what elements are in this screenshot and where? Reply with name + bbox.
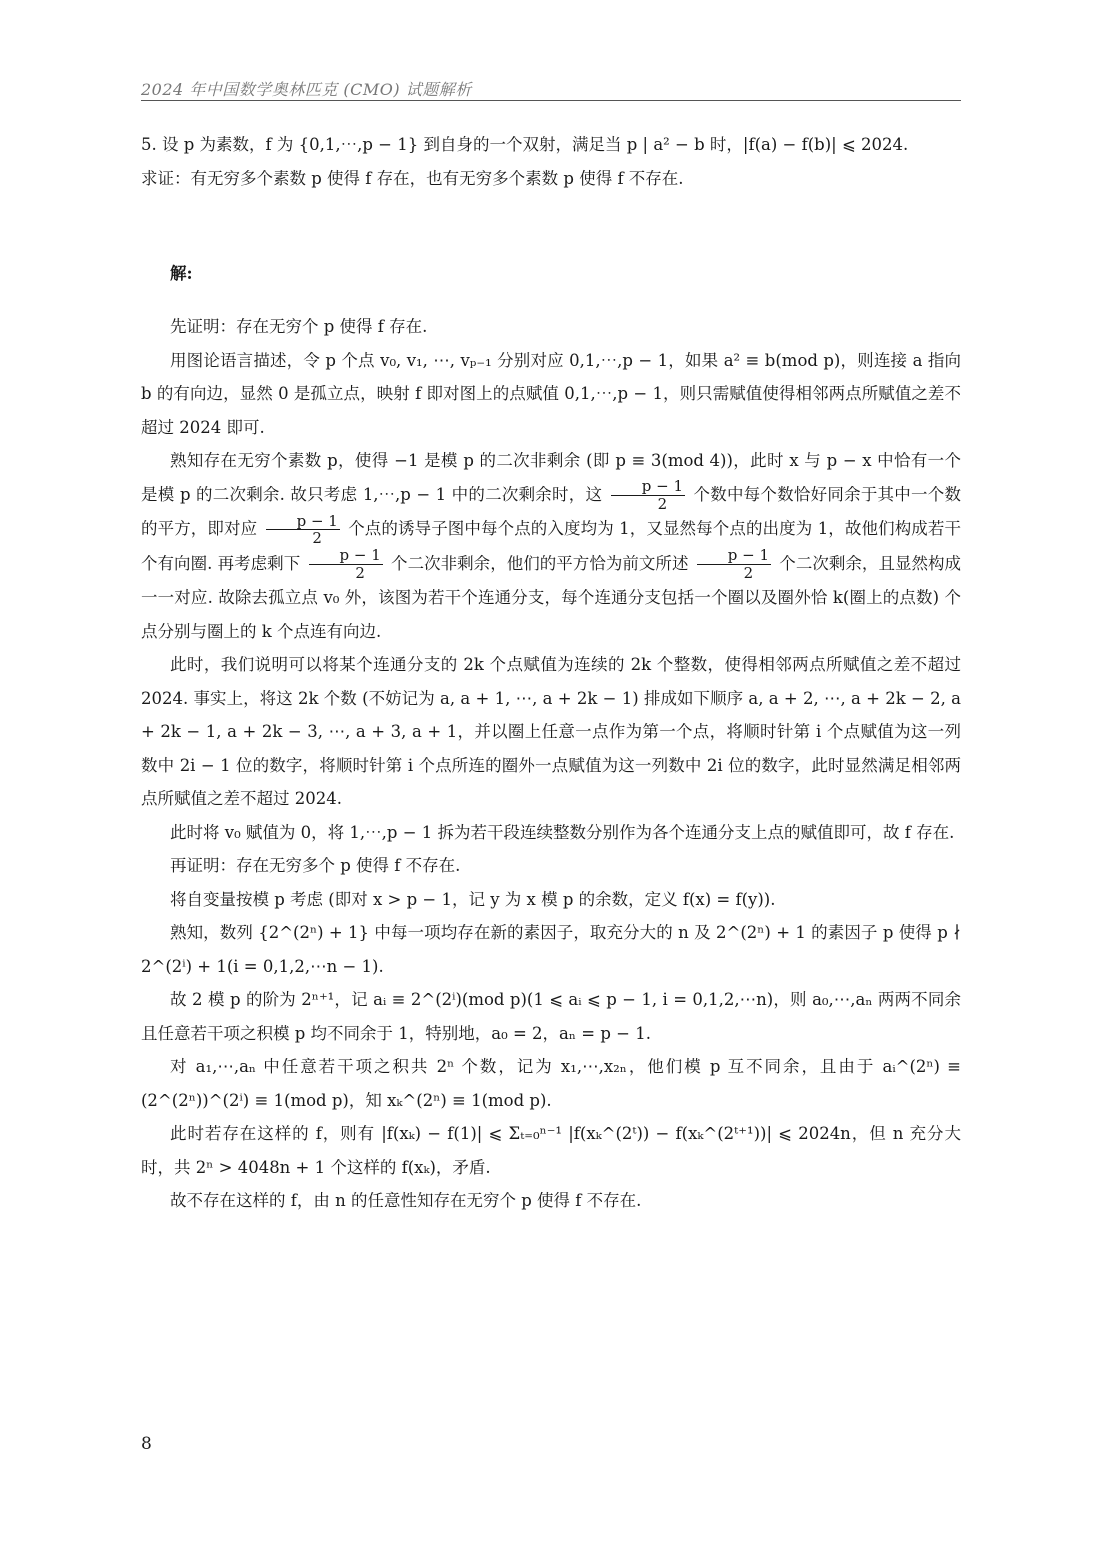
paragraph-3-part-a: 熟知存在无穷个素数 p，使得 −1 是模 p 的二次非剩余 (即 p ≡ 3(mod 4))，此时 x 与 p − x 中恰有一个是模 p 的二次剩余. 故只考虑 1,⋯,p − 1 中的二次剩余时，这 — [141, 451, 961, 504]
page-number: 8 — [141, 1434, 152, 1454]
solution-paragraph-9: 故 2 模 p 的阶为 2ⁿ⁺¹，记 aᵢ ≡ 2^(2ⁱ)(mod p)(1 ⩽ aᵢ ⩽ p − 1, i = 0,1,2,⋯n)，则 a₀,⋯,aₙ 两两不同余且任意若干项之积模 p 均不同余于 1，特别地，a₀ = 2，aₙ = p − 1. — [141, 990, 961, 1043]
fraction-denominator: 2 — [657, 494, 668, 513]
fraction-denominator: 2 — [312, 529, 322, 547]
header-title: 2024 年中国数学奥林匹克 (CMO) 试题解析 — [141, 80, 472, 99]
fraction-p-minus-1-over-2 — [309, 547, 383, 581]
solution-paragraph-2: 用图论语言描述，令 p 个点 v₀, v₁, ⋯, vₚ₋₁ 分别对应 0,1,⋯,p − 1，如果 a² ≡ b(mod p)，则连接 a 指向 b 的有向边，显然 0 是孤立点，映射 f 即对图上的点赋值 0,1,⋯,p − 1，则只需赋值使得相邻两点所赋值之差不超过 2024 即可. — [141, 350, 961, 437]
fraction-p-minus-1-over-2 — [266, 513, 340, 547]
page-header — [141, 74, 961, 101]
fraction-p-minus-1-over-2 — [697, 547, 771, 581]
solution-paragraph-5: 此时将 v₀ 赋值为 0，将 1,⋯,p − 1 拆为若干段连续整数分别作为各个连通分支上点的赋值即可，故 f 存在. — [170, 822, 955, 842]
solution-paragraph-4: 此时，我们说明可以将某个连通分支的 2k 个点赋值为连续的 2k 个整数，使得相邻两点所赋值之差不超过 2024. 事实上，将这 2k 个数 (不妨记为 a, a + 1, ⋯, a + 2k − 1) 排成如下顺序 a, a + 2, ⋯, a + 2k − 2, a + 2k − 1, a + 2k − 3, ⋯, a + 3, a + 1，并以圈上任意一点作为第一个点，将顺时针第 i 个点赋值为这一列数中 2i − 1 位的数字，将顺时针第 i 个点所连的圈外一点赋值为这一列数中 2i 位的数字，此时显然满足相邻两点所赋值之差不超过 2024. — [141, 655, 961, 808]
solution-paragraph-6: 再证明：存在无穷多个 p 使得 f 不存在. — [170, 856, 461, 875]
solution-paragraph-1: 先证明：存在无穷个 p 使得 f 存在. — [170, 317, 428, 336]
solution-paragraph-10: 对 a₁,⋯,aₙ 中任意若干项之积共 2ⁿ 个数，记为 x₁,⋯,x₂ₙ，他们模 p 互不同余，且由于 aᵢ^(2ⁿ) ≡ (2^(2ⁿ))^(2ⁱ) ≡ 1(mod p)，知 xₖ^(2ⁿ) ≡ 1(mod p). — [141, 1057, 961, 1110]
paragraph-3-part-d: 个二次非剩余，他们的平方恰为前文所述 — [391, 553, 689, 573]
fraction-numerator: p − 1 — [266, 513, 340, 531]
problem-line-2: 求证：有无穷多个素数 p 使得 f 存在，也有无穷多个素数 p 使得 f 不存在. — [141, 168, 684, 188]
page-content — [141, 128, 961, 1218]
solution-paragraph-12: 故不存在这样的 f，由 n 的任意性知存在无穷个 p 使得 f 不存在. — [170, 1191, 642, 1210]
solution-paragraph-11: 此时若存在这样的 f，则有 |f(xₖ) − f(1)| ⩽ Σₜ₌₀ⁿ⁻¹ |f(xₖ^(2ᵗ)) − f(xₖ^(2ᵗ⁺¹))| ⩽ 2024n，但 n 充分大时，共 2ⁿ > 4048n + 1 个这样的 f(xₖ)，矛盾. — [141, 1124, 961, 1177]
fraction-numerator: p − 1 — [611, 478, 685, 496]
paragraph-3-part-b: 个数中每个数恰好同余于其中一个数的平方，即对应 — [141, 484, 961, 538]
fraction-numerator: p − 1 — [309, 547, 383, 565]
solution-paragraph-7: 将自变量按模 p 考虑 (即对 x > p − 1，记 y 为 x 模 p 的余数，定义 f(x) = f(y)). — [170, 889, 776, 909]
fraction-p-minus-1-over-2 — [611, 478, 685, 512]
solution-paragraph-3 — [141, 444, 961, 648]
solution-label: 解: — [170, 264, 193, 283]
solution-body — [141, 310, 961, 1218]
fraction-denominator: 2 — [355, 563, 365, 582]
paragraph-3-part-e: 个二次剩余，且显然构成一一对应. 故除去孤立点 v₀ 外，该图为若干个连通分支，每个连通分支包括一个圈以及圈外恰 k(圈上的点数) 个点分别与圈上的 k 个点连有向边. — [141, 553, 962, 641]
problem-line-1: 5. 设 p 为素数，f 为 {0,1,⋯,p − 1} 到自身的一个双射，满足当 p | a² − b 时，|f(a) − f(b)| ⩽ 2024. — [141, 135, 909, 154]
problem-statement — [141, 128, 961, 195]
paragraph-3-part-c: 个点的诱导子图中每个点的入度均为 1，又显然每个点的出度为 1，故他们构成若干个有向圈. 再考虑剩下 — [141, 519, 962, 573]
fraction-denominator: 2 — [743, 563, 754, 582]
solution-paragraph-8: 熟知，数列 {2^(2ⁿ) + 1} 中每一项均存在新的素因子，取充分大的 n 及 2^(2ⁿ) + 1 的素因子 p 使得 p ∤ 2^(2ⁱ) + 1(i = 0,1,2,⋯n − 1). — [141, 923, 961, 976]
fraction-numerator: p − 1 — [697, 547, 771, 565]
